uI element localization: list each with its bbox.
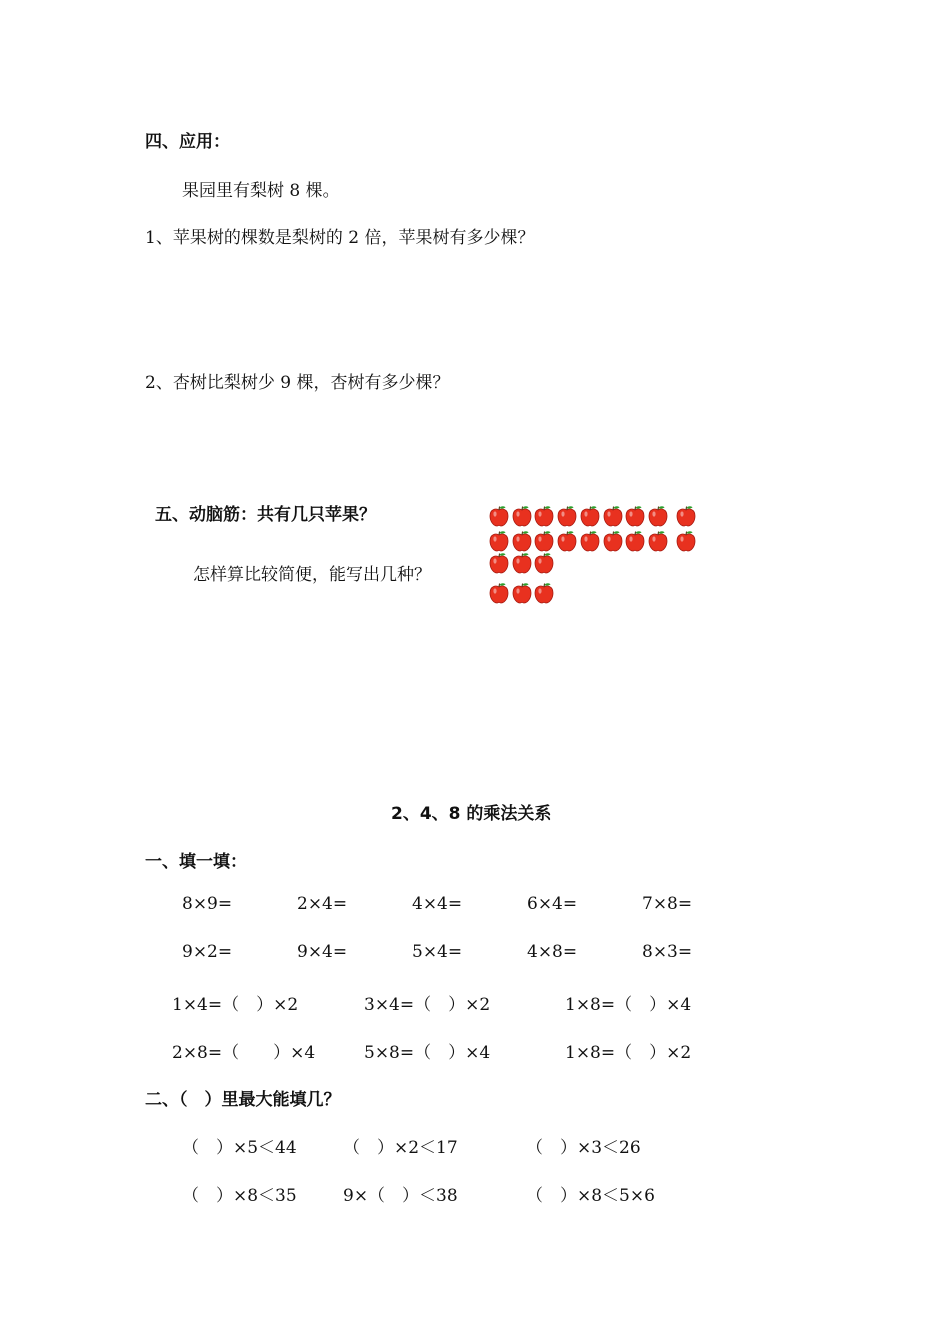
apple-icon bbox=[533, 530, 555, 552]
fill-section-title: 一、填一填： bbox=[145, 852, 247, 872]
max-item: （ ）×8＜35 bbox=[182, 1186, 297, 1206]
fill-item: 7×8= bbox=[642, 894, 693, 914]
apple-icon bbox=[511, 530, 533, 552]
section4-question-1: 1、苹果树的棵数是梨树的 2 倍，苹果树有多少棵？ bbox=[145, 228, 535, 248]
max-item: （ ）×3＜26 bbox=[526, 1138, 641, 1158]
apple-icon bbox=[602, 505, 624, 527]
apple-icon bbox=[675, 505, 697, 527]
fill-item: 9×4= bbox=[297, 942, 348, 962]
max-item: （ ）×2＜17 bbox=[343, 1138, 458, 1158]
apple-icon bbox=[533, 582, 555, 604]
part2-title: 2、4、8 的乘法关系 bbox=[391, 804, 552, 824]
apple-icon bbox=[675, 530, 697, 552]
fill-item: 4×8= bbox=[527, 942, 578, 962]
apple-icon bbox=[556, 530, 578, 552]
section4-question-2: 2、杏树比梨树少 9 棵，杏树有多少棵？ bbox=[145, 373, 450, 393]
apple-icon bbox=[647, 530, 669, 552]
apple-picture bbox=[488, 505, 703, 615]
fill-item: 2×4= bbox=[297, 894, 348, 914]
section5-title: 五、动脑筋：共有几只苹果？ bbox=[155, 505, 376, 525]
apple-icon bbox=[556, 505, 578, 527]
apple-icon bbox=[533, 505, 555, 527]
max-item: （ ）×5＜44 bbox=[182, 1138, 297, 1158]
apple-icon bbox=[511, 505, 533, 527]
section5-question: 怎样算比较简便，能写出几种？ bbox=[193, 565, 431, 585]
apple-icon bbox=[624, 505, 646, 527]
apple-icon bbox=[511, 582, 533, 604]
apple-icon bbox=[624, 530, 646, 552]
section4-title: 四、应用： bbox=[145, 132, 230, 152]
apple-icon bbox=[511, 552, 533, 574]
apple-icon bbox=[488, 552, 510, 574]
apple-icon bbox=[579, 530, 601, 552]
fill-item: 4×4= bbox=[412, 894, 463, 914]
fill-item: 1×4=（ ）×2 bbox=[172, 995, 299, 1015]
apple-icon bbox=[488, 505, 510, 527]
fill-item: 8×3= bbox=[642, 942, 693, 962]
fill-item: 9×2= bbox=[182, 942, 233, 962]
apple-icon bbox=[647, 505, 669, 527]
apple-icon bbox=[533, 552, 555, 574]
apple-icon bbox=[579, 505, 601, 527]
max-item: 9×（ ）＜38 bbox=[343, 1186, 458, 1206]
fill-item: 5×8=（ ）×4 bbox=[364, 1043, 491, 1063]
section4-intro: 果园里有梨树 8 棵。 bbox=[182, 181, 340, 201]
apple-icon bbox=[488, 582, 510, 604]
fill-item: 3×4=（ ）×2 bbox=[364, 995, 491, 1015]
fill-item: 2×8=（ ）×4 bbox=[172, 1043, 316, 1063]
fill-item: 1×8=（ ）×4 bbox=[565, 995, 692, 1015]
fill-item: 5×4= bbox=[412, 942, 463, 962]
apple-icon bbox=[488, 530, 510, 552]
fill-item: 8×9= bbox=[182, 894, 233, 914]
fill-item: 6×4= bbox=[527, 894, 578, 914]
fill-item: 1×8=（ ）×2 bbox=[565, 1043, 692, 1063]
max-item: （ ）×8＜5×6 bbox=[526, 1186, 655, 1206]
apple-icon bbox=[602, 530, 624, 552]
max-section-title: 二、（ ）里最大能填几？ bbox=[145, 1090, 341, 1110]
